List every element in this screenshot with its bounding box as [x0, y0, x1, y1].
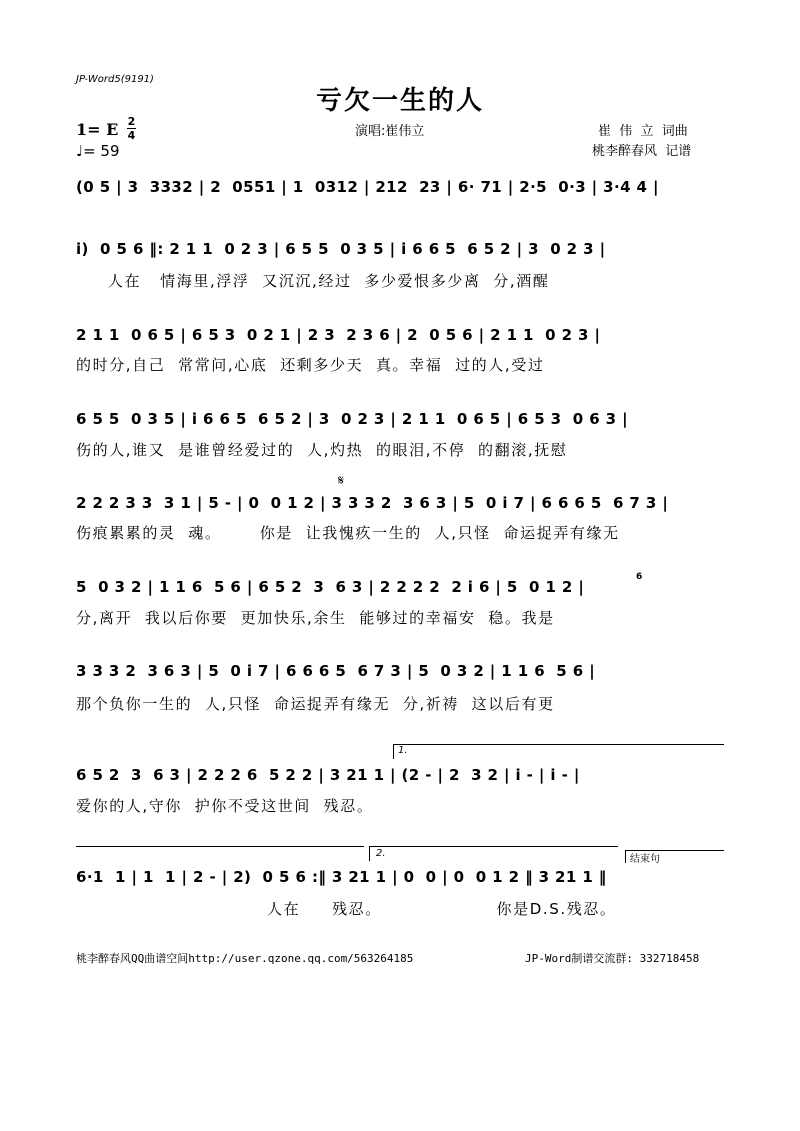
coda-label: 结束句: [630, 854, 660, 865]
segno-sign: 𝄋: [338, 473, 345, 489]
key-change-marker: 6: [636, 572, 643, 582]
system-8-lyrics: 爱你的人,守你 护你不受这世间 残忍。: [76, 797, 374, 815]
tempo-marking: [76, 142, 120, 160]
volta-2-label: 2.: [376, 848, 386, 859]
system-4-lyrics: 伤的人,谁又 是谁曾经爱过的 人,灼热 的眼泪,不停 的翻滚,抚慰: [76, 441, 568, 459]
system-7-lyrics: 那个负你一生的 人,只怪 命运捉弄有缘无 分,祈祷 这以后有更: [76, 695, 555, 713]
quarter-note-icon: ♩: [76, 142, 84, 160]
singer-credit: 演唱:崔伟立: [355, 124, 425, 139]
time-sig-bottom: 4: [127, 129, 136, 142]
system-2-notes: i) 0 5 6 ‖: 2 1 1 0 2 3 | 6 5 5 0 3 5 | i 6 6 5 6 5 2 | 3 0 2 3 |: [76, 240, 606, 258]
volta-1-label: 1.: [398, 745, 408, 756]
footer-left: 桃李醉春风QQ曲谱空间http://user.qzone.qq.com/563264185: [76, 952, 414, 965]
system-3-lyrics: 的时分,自己 常常问,心底 还剩多少天 真。幸福 过的人,受过: [76, 356, 545, 374]
song-title: 亏欠一生的人: [315, 86, 484, 116]
system-1-notes: (0 5 | 3 3332 | 2 0551 | 1 0312 | 212 23 | 6· 71 | 2·5 0·3 | 3·4 4 |: [76, 178, 659, 196]
system-6-lyrics: 分,离开 我以后你要 更加快乐,余生 能够过的幸福安 稳。我是: [76, 609, 555, 627]
system-4-notes: 6 5 5 0 3 5 | i 6 6 5 6 5 2 | 3 0 2 3 | 2 1 1 0 6 5 | 6 5 3 0 6 3 |: [76, 410, 629, 428]
tempo-value: = 59: [83, 142, 120, 160]
system-5-notes: 2 2 2 3 3 3 1 | 5 - | 0 0 1 2 | 3 3 3 2 3 6 3 | 5 0 i 7 | 6 6 6 5 6 7 3 |: [76, 494, 669, 512]
system-9-notes: 6·1 1 | 1 1 | 2 - | 2) 0 5 6 :‖ 3 21 1 | 0 0 | 0 0 1 2 ‖ 3 21 1 ‖: [76, 868, 607, 886]
time-signature: [127, 116, 136, 141]
key-signature: 1= E: [76, 120, 119, 139]
system-5-lyrics: 伤痕累累的灵 魂。 你是 让我愧疚一生的 人,只怪 命运捉弄有缘无: [76, 524, 620, 542]
system-8-notes: 6 5 2 3 6 3 | 2 2 2 6 5 2 2 | 3 21 1 | (2 - | 2 3 2 | i - | i - |: [76, 766, 580, 784]
footer-right: JP-Word制谱交流群: 332718458: [525, 952, 700, 965]
system-9-tie-line: [76, 846, 364, 847]
system-3-notes: 2 1 1 0 6 5 | 6 5 3 0 2 1 | 2 3 2 3 6 | 2 0 5 6 | 2 1 1 0 2 3 |: [76, 326, 601, 344]
transcriber-credit: 桃李醉春风 记谱: [592, 144, 692, 159]
system-6-notes: 5 0 3 2 | 1 1 6 5 6 | 6 5 2 3 6 3 | 2 2 2 2 2 i 6 | 5 0 1 2 |: [76, 578, 585, 596]
system-9-lyrics: 人在 残忍。 你是D.S.残忍。: [76, 900, 617, 918]
lyricist-composer-credit: 崔 伟 立 词曲: [598, 124, 688, 139]
volta-1-bracket: [393, 744, 724, 759]
system-7-notes: 3 3 3 2 3 6 3 | 5 0 i 7 | 6 6 6 5 6 7 3 | 5 0 3 2 | 1 1 6 5 6 |: [76, 662, 596, 680]
volta-2-bracket: [369, 846, 618, 861]
time-sig-top: 2: [127, 115, 136, 128]
software-label: JP-Word5(9191): [76, 74, 154, 85]
system-2-lyrics: 人在 情海里,浮浮 又沉沉,经过 多少爱恨多少离 分,酒醒: [76, 272, 550, 290]
